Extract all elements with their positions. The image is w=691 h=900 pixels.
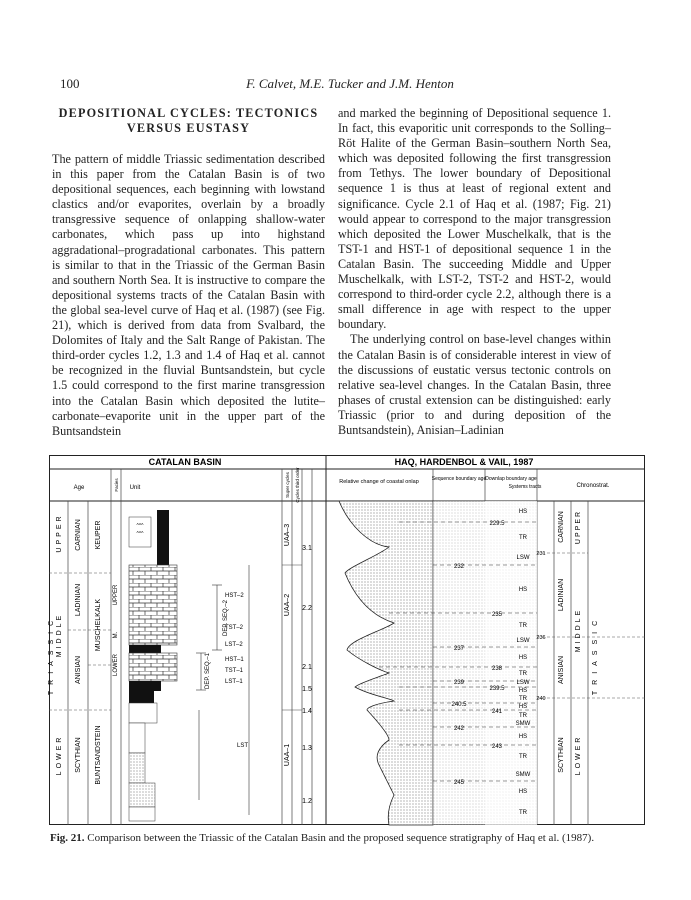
muschel-upper: UPPER	[113, 584, 119, 606]
cycle-2-2: 2.2	[302, 605, 312, 612]
supercycle-uaa2: UAA–2	[284, 593, 291, 617]
seq-age-242: 242	[453, 726, 465, 732]
right-series-lower: LOWER	[575, 734, 582, 776]
right-paragraph-2: The underlying control on base-level changes within the Catalan Basin is of considerable interest in view of the discussions of eustatic versus tectonic controls on relative sea-level changes. In the Catalan Basin, three phases of crustal extension can be distinguished: early Triassic (prior to and during deposition of the Buntsandstein), Anisian–Ladinian	[338, 332, 611, 437]
left-stage-carnian: CARNIAN	[75, 519, 82, 551]
col-cycles: Cycles third order	[295, 467, 300, 503]
tract-label: SMW	[515, 721, 531, 727]
left-system: TRIASSIC	[48, 614, 55, 696]
cycle-2-1: 2.1	[302, 664, 312, 671]
figure-21	[49, 455, 645, 825]
right-column	[338, 106, 611, 438]
seq-age-237: 237	[453, 646, 465, 652]
left-stage-scythian: SCYTHIAN	[75, 737, 82, 773]
page-number: 100	[60, 76, 80, 91]
seq-age-232: 232	[453, 564, 465, 570]
left-stage-anisian: ANISIAN	[75, 655, 82, 685]
tract-label: HS	[518, 704, 528, 710]
left-series-upper: UPPER	[56, 513, 63, 553]
tract-label: TR	[519, 713, 527, 719]
tract-label: HS	[518, 655, 528, 661]
tract-lst2: LST–2	[225, 642, 243, 648]
title-right: HAQ, HARDENBOL & VAIL, 1987	[394, 457, 534, 467]
stratigraphy-chart	[49, 455, 645, 825]
right-stage-ladinian: LADINIAN	[558, 578, 565, 612]
tract-tst1: TST–1	[225, 668, 244, 674]
right-stage-carnian: CARNIAN	[558, 511, 565, 543]
right-stage-scythian: SCYTHIAN	[558, 737, 565, 773]
tract-label: LSW	[516, 638, 530, 644]
col-facies: Facies	[114, 478, 119, 492]
cycle-1-4: 1.4	[302, 708, 312, 715]
left-paragraph: The pattern of middle Triassic sedimentation described in this paper from the Catalan Basin is of two depositional sequences, each beginning with lowstand clastics and/or evaporites, overlain by a broadly transgressive sequence of onlapping shallow-water carbonates, which pass up into highstand aggradational–progradational carbonates. This pattern is similar to that in the Triassic of the German Basin and southern North Sea. It is instructive to compare the depositional systems tracts of the Catalan Basin with the global sea-level curve of Haq et al. (1987) (see Fig. 21), which is derived from data from Svalbard, the Dolomites of Italy and the Salt Range of Pakistan. The third-order cycles 1.2, 1.3 and 1.4 of Haq et al. cannot be recognized in the fluvial Buntsandstein, but cycle 1.5 could correspond to the first marine transgression into the Catalan Basin which deposited the lutite–carbonate–evaporite unit in the upper part of the Buntsandstein	[52, 152, 325, 438]
tract-label: HS	[518, 688, 528, 694]
supercycle-uaa1: UAA–1	[284, 743, 291, 767]
tract-label: HS	[518, 734, 528, 740]
supercycle-uaa3: UAA–3	[284, 523, 291, 547]
section-heading: DEPOSITIONAL CYCLES: TECTONICS VERSUS EUSTASY	[58, 106, 319, 135]
tract-label: LSW	[516, 555, 530, 561]
tract-label: TR	[519, 754, 527, 760]
right-paragraph-1: and marked the beginning of Depositional sequence 1. In fact, this evaporitic unit corresponds to the Solling–Röt Halite of the German Basin–southern North Sea, which was deposited following the first transgression from Tethys. The lower boundary of Depositional sequence 1 is thus at least of regional extent and significance. Cycle 2.1 of Haq et al. (1987; Fig. 21) would appear to correspond to the major transgression which deposited the Lower Muschelkalk, that is the TST-1 and HST-1 of depositional sequence 1 in the Catalan Basin. The succeeding Middle and Upper Muschelkalk, with LST-2, TST-2 and HST-2, would correspond to third-order cycle 2.2, although there is a small difference in age with respect to the upper boundary.	[338, 106, 611, 332]
col-relative: Relative change of coastal onlap	[339, 479, 419, 485]
svg-text:^^^: ^^^	[136, 531, 144, 537]
muschel-middle: M.	[113, 631, 119, 639]
boundary-240: 240	[536, 696, 546, 702]
dep-seq-1: DEP. SEQ.–1	[205, 653, 211, 689]
dep-seq-2: DEP. SEQ.–2	[223, 600, 229, 636]
svg-text:^^^: ^^^	[136, 523, 144, 529]
left-series-lower: LOWER	[56, 734, 63, 776]
tract-lst: LST	[237, 743, 249, 749]
tract-label: SMW	[515, 772, 531, 778]
col-super: Super cycles	[285, 472, 290, 498]
muschel-lower: LOWER	[113, 653, 119, 677]
left-column	[52, 106, 325, 439]
col-systems: Systems tracts	[508, 484, 542, 490]
col-chrono: Chronostrat.	[576, 483, 610, 489]
col-seqbound: Sequence boundary age	[431, 476, 487, 482]
tract-label: LSW	[516, 680, 530, 686]
cycle-1-5: 1.5	[302, 686, 312, 693]
left-facies-muschelkalk: MUSCHELKALK	[95, 598, 102, 652]
tract-label: TR	[519, 623, 527, 629]
seq-age-245: 245	[453, 780, 465, 786]
downlap-239-5: 239.5	[489, 686, 505, 692]
boundary-231: 231	[536, 551, 546, 557]
caption-label: Fig. 21.	[50, 832, 85, 844]
right-system: TRIASSIC	[592, 614, 599, 696]
running-head: F. Calvet, M.E. Tucker and J.M. Henton	[246, 76, 454, 91]
title-left: CATALAN BASIN	[148, 457, 222, 467]
cycle-1-2: 1.2	[302, 798, 312, 805]
downlap-238: 238	[491, 666, 503, 672]
left-stage-ladinian: LADINIAN	[75, 583, 82, 617]
right-series-middle: MIDDLE	[575, 607, 582, 653]
left-facies-keuper: KEUPER	[95, 520, 102, 550]
seq-age-239: 239	[453, 680, 465, 686]
tract-label: TR	[519, 671, 527, 677]
col-age: Age	[73, 485, 85, 491]
col-unit: Unit	[129, 485, 141, 491]
downlap-243: 243	[491, 744, 503, 750]
tract-label: TR	[519, 810, 527, 816]
onlap-curve	[339, 501, 433, 825]
downlap-241: 241	[491, 709, 503, 715]
tract-label: HS	[518, 789, 528, 795]
tract-tst2: TST–2	[225, 625, 244, 631]
boundary-236: 236	[536, 635, 546, 641]
tract-lst1: LST–1	[225, 679, 243, 685]
seq-age-240-5: 240.5	[451, 702, 467, 708]
tract-hst1: HST–1	[225, 657, 244, 663]
caption-text: Comparison between the Triassic of the Catalan Basin and the proposed sequence stratigraphy of Haq et al. (1987).	[87, 832, 595, 844]
cycle-3-1: 3.1	[302, 545, 312, 552]
tract-label: HS	[518, 587, 528, 593]
right-stage-anisian: ANISIAN	[558, 655, 565, 685]
downlap-229-5: 229.5	[489, 521, 505, 527]
tract-label: TR	[519, 535, 527, 541]
col-downlap: Downlap boundary age	[485, 476, 537, 482]
figure-caption	[50, 832, 650, 844]
cycle-1-3: 1.3	[302, 745, 312, 752]
tract-label: TR	[519, 696, 527, 702]
lithology-column	[129, 510, 177, 821]
left-series-middle: MIDDLE	[56, 612, 63, 658]
tract-label: HS	[518, 509, 528, 515]
tract-hst2: HST–2	[225, 593, 244, 599]
downlap-235: 235	[491, 612, 503, 618]
right-series-upper: UPPER	[575, 509, 582, 545]
left-facies-bunt: BUNTSANDSTEIN	[95, 725, 102, 785]
